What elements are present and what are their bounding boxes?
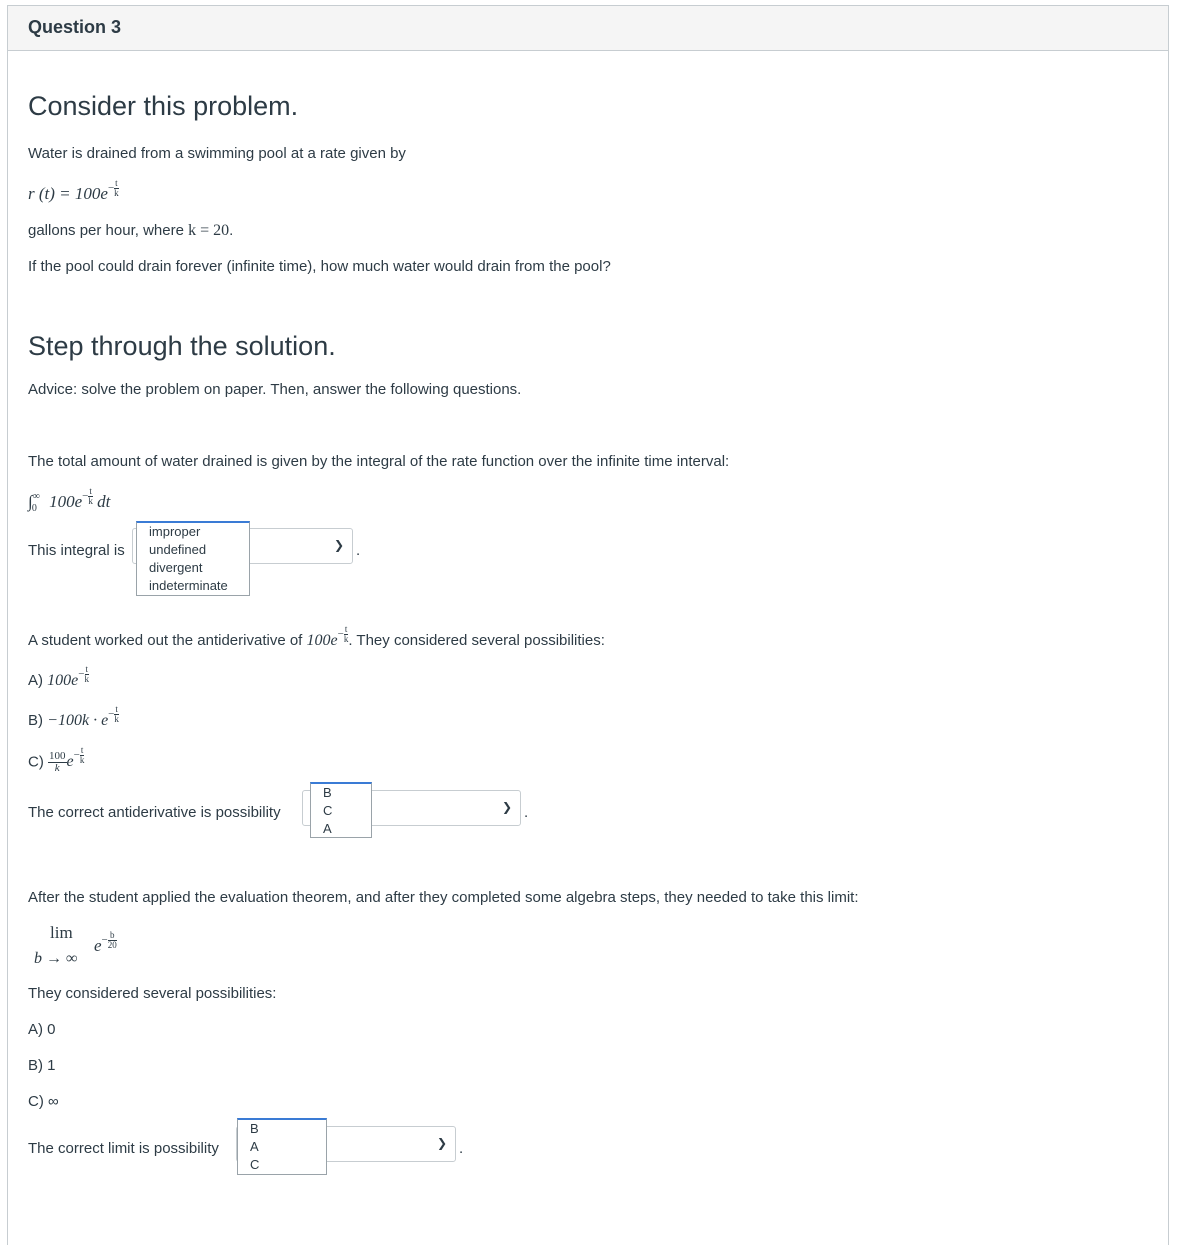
part3-text: After the student applied the evaluation theorem, and after they completed some algebra steps, they needed to take this limit:: [28, 889, 859, 906]
problem-question: If the pool could drain forever (infinite time), how much water would drain from the pool?: [28, 258, 611, 275]
option-b[interactable]: B: [250, 1121, 259, 1136]
antiderivative-listbox[interactable]: [310, 782, 372, 838]
question-header: [8, 6, 1168, 51]
part3-label: The correct limit is possibility: [28, 1140, 219, 1157]
limit-word: lim: [50, 923, 73, 942]
limit-option-c: C) ∞: [28, 1093, 59, 1110]
chevron-down-icon: ❯: [333, 538, 344, 552]
chevron-down-icon: ❯: [436, 1136, 447, 1150]
limit-option-a: A) 0: [28, 1021, 56, 1038]
option-c-antiderivative: C) $\frac{100}{k}e^{- \frac{t}{k}}$: [28, 745, 85, 774]
question-title: Question 3: [28, 17, 122, 37]
problem-line2: gallons per hour, where k = 20.: [28, 222, 234, 239]
step-heading: Step through the solution.: [28, 331, 336, 361]
problem-heading: Consider this problem.: [28, 91, 299, 121]
limit-subscript: b → ∞: [34, 950, 78, 967]
option-b-antiderivative: $B) -100k \cdot e^{- \frac{t}{k}}$: [28, 703, 119, 729]
part2-text: A student worked out the antiderivative of $100e^{- \frac{t}{k}}$ . They considered several possibilities:: [28, 623, 605, 649]
part1-label: This integral is: [28, 542, 125, 559]
option-indeterminate[interactable]: indeterminate: [149, 578, 228, 593]
chevron-down-icon: ❯: [501, 800, 512, 814]
considered-text: They considered several possibilities:: [28, 985, 277, 1002]
option-divergent[interactable]: divergent: [149, 560, 203, 575]
option-b[interactable]: B: [323, 785, 332, 800]
option-undefined[interactable]: undefined: [149, 542, 207, 557]
limit-option-b: B) 1: [28, 1057, 56, 1074]
option-a[interactable]: A: [250, 1139, 259, 1154]
rate-exponent: − t k: [107, 177, 119, 198]
option-a[interactable]: A: [323, 821, 332, 836]
option-a-antiderivative: A) $100e^{- \frac{t}{k}}$: [28, 663, 89, 689]
problem-line1: Water is drained from a swimming pool at a rate given by: [28, 145, 406, 162]
option-c[interactable]: C: [250, 1157, 260, 1172]
limit-listbox[interactable]: [237, 1118, 327, 1175]
option-improper[interactable]: improper: [149, 524, 201, 539]
part2-label: The correct antiderivative is possibility: [28, 804, 281, 821]
integral-type-listbox[interactable]: [136, 521, 250, 596]
k-equation: k = 20: [188, 222, 230, 239]
option-c[interactable]: C: [323, 803, 333, 818]
advice-text: Advice: solve the problem on paper. Then, answer the following questions.: [28, 381, 522, 398]
integral-expression: $\int^\infty_0$ $100e^{- \frac{t}{k}}$ dt: [28, 485, 111, 514]
question-card: [7, 5, 1169, 1245]
part1-text: The total amount of water drained is given by the integral of the rate function over the infinite time interval:: [28, 453, 730, 470]
limit-body: $e^{- \frac{b}{20}}$: [94, 929, 117, 955]
rate-lhs: r (t) = 100e: [28, 184, 108, 203]
rate-formula: [28, 177, 119, 206]
